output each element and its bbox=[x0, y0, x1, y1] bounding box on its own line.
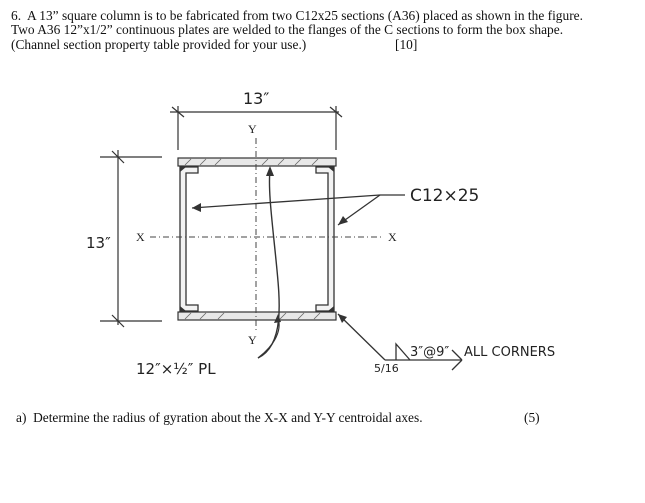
fillet-weld-symbol bbox=[396, 344, 410, 360]
channel-leader bbox=[192, 195, 405, 225]
bottom-plate bbox=[178, 312, 336, 320]
channel-arrowhead-left bbox=[192, 203, 201, 212]
weld-spec: 3″@9″ bbox=[410, 345, 450, 360]
y-axis-bottom-label: Y bbox=[248, 333, 257, 347]
part-a-marks: (5) bbox=[524, 410, 540, 425]
weld-note: ALL CORNERS bbox=[464, 345, 556, 360]
x-axis-left-label: X bbox=[136, 230, 145, 244]
problem-line-1: 6. A 13” square column is to be fabricated from two C12x25 sections (A36) placed as shown in the figure. bbox=[11, 8, 583, 23]
problem-line-3: (Channel section property table provided for your use.) bbox=[11, 36, 307, 52]
channel-arrowhead-right bbox=[338, 216, 348, 225]
channel-label: C12×25 bbox=[410, 186, 480, 206]
x-axis-right-label: X bbox=[388, 230, 397, 244]
problem-line-2: Two A36 12”x1/2” continuous plates are welded to the flanges of the C sections to form the box shape. bbox=[11, 22, 564, 38]
part-a-question: a) Determine the radius of gyration about the X-X and Y-Y centroidal axes. bbox=[16, 410, 423, 425]
left-channel bbox=[180, 167, 198, 311]
right-channel bbox=[316, 167, 334, 311]
weld-size: 5/16 bbox=[374, 362, 399, 375]
plate-leader-lower bbox=[258, 318, 279, 358]
plate-label: 12″×½″ PL bbox=[136, 360, 216, 378]
top-dimension-label: 13″ bbox=[243, 89, 270, 108]
weld-leader bbox=[338, 314, 462, 370]
problem-marks: [10] bbox=[395, 36, 418, 52]
plate-arrowhead-top bbox=[266, 166, 274, 176]
corner-welds bbox=[180, 167, 334, 311]
left-dimension-label: 13″ bbox=[86, 234, 111, 252]
y-axis-top-label: Y bbox=[248, 122, 257, 136]
plate-leader bbox=[258, 170, 279, 358]
